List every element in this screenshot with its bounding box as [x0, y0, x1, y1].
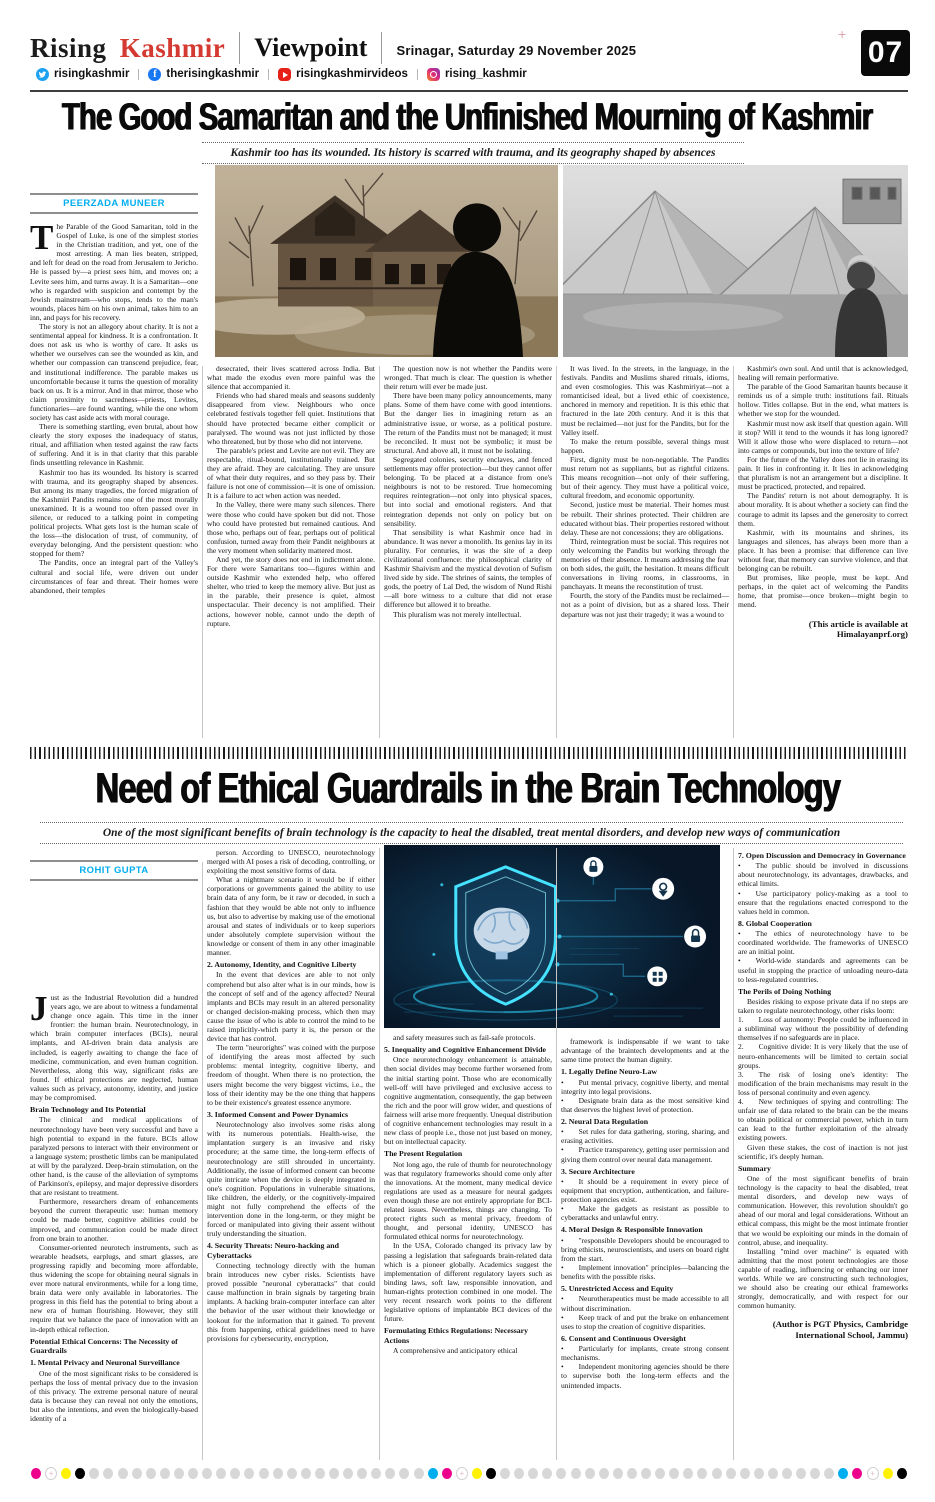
article-paragraph: Just as the Industrial Revolution did a hundred years ago, we are about to witness a fundamental change once again. This time in the inner frontier: the human brain. Neurotechnology, in which brain computer interfaces (BCIs), neural implants, and AI-driven brain data analysis are included, is eagerly awaiting to change the face of medicine, communication, and even human cognition. Nevertheless, along this way, significant risks are found. If ethical protections are neglected, human values such as privacy, autonomy, identity, and justice may be compromised. [30, 993, 198, 1103]
article-paragraph: Third, reintegration must be social. This requires not only welcoming the Pandits but working through the memories of their absence. It means addressing the fear on both sides, the guilt, the hesitation. It means difficult conversations in living rooms, in classrooms, in panchayats. It means the reconstitution of trust. [561, 536, 729, 592]
bullet-item: • Use participatory policy-making as a tool to ensure that the regulations enacted correspond to the values held in common. [738, 888, 908, 916]
article-paragraph: Segregated colonies, security enclaves, and fenced settlements may offer protection—but they cannot offer belonging. To be placed at a distance from one's neighbours is not to be restored. True homecoming requires reintegration—not only into physical spaces, but into social and emotional registers. And that reintegration depends not only on policy but on sensibility. [384, 454, 552, 528]
social-links-row [36, 68, 527, 81]
print-dot [585, 1468, 595, 1479]
article-paragraph: A comprehensive and anticipatory ethical [393, 1345, 518, 1355]
print-dot [556, 1468, 566, 1479]
print-dot [315, 1468, 325, 1479]
article-paragraph: Besides risking to expose private data if no steps are taken to regulate neurotechnology, other risks loom: [738, 997, 908, 1016]
column-rule [733, 848, 734, 1460]
article-paragraph: Second, justice must be material. Their homes must be rebuilt. Their shrines protected. Their children are educated without bias. Their properties restored without delay. These are not concessions; they are obligations. [561, 500, 729, 537]
article1-column-3 [384, 364, 552, 744]
print-dot [442, 1468, 452, 1479]
refugee-tents-photo [563, 165, 908, 357]
article1-headline: The Good Samaritan and the Unfinished Mourning of Kashmir [62, 95, 873, 139]
section-heading: Formulating Ethics Regulations: Necessary Actions [384, 1326, 529, 1345]
column-rule [556, 366, 557, 738]
print-dot [146, 1468, 156, 1479]
article-paragraph: and safety measures such as fail-safe protocols. [393, 1033, 536, 1042]
article1-column-5 [738, 364, 908, 744]
print-dot [343, 1468, 353, 1479]
print-dot [230, 1468, 240, 1479]
bullet-item: 3. The risk of losing one's identity: The modification of the brain mechanisms may result in the loss of personal continuity and even agency. [738, 1069, 908, 1097]
article1-column-1 [30, 222, 198, 742]
print-dot [824, 1468, 834, 1479]
article-paragraph: Installing "mind over machine" is equated with admitting that the most potent technologies are those capable of reading, influencing or enhancing our inner worlds. While we are constructing such technologies, we should also be creating our ethical frameworks strongly, democratically, and with respect for our common humanity. [738, 1246, 908, 1311]
article-paragraph: person. According to UNESCO, neurotechnology merged with AI poses a risk of decoding, controlling, or exploiting the most sensitive forms of data. [207, 848, 375, 876]
print-dot [782, 1468, 792, 1479]
article-paragraph: The Pandits' return is not about demography. It is about morality. It is about whether a society can find the courage to admit its lapses and the generosity to correct them. [738, 491, 908, 528]
print-dot [571, 1468, 581, 1479]
abandoned-house-photo [215, 165, 558, 357]
print-dot [683, 1468, 693, 1479]
section-heading: 6. Consent and Continuous Oversight [561, 1333, 686, 1343]
article-paragraph: Not long ago, the rule of thumb for neurotechnology was that regulatory frameworks should come only after the innovations. At the moment, many medical device regulations are used as a measure for neural gadgets even though these are not entirely appropriate for BCI-related issues. Nevertheless, things are changing. To protect rights such as mental privacy, freedom of thought, and personal identity, UNESCO has formulated ethical norms for neurotechnology. [384, 1159, 552, 1242]
social-handle: rising_kashmir [444, 68, 527, 80]
section-heading: The Perils of Doing Nothing [738, 986, 832, 996]
social-handle: therisingkashmir [166, 68, 260, 80]
article1-standfirst: Kashmir too has its wounded. Its history is scarred with trauma, and its geography shaped by absences [202, 142, 744, 164]
bullet-item: 1. Loss of autonomy: People could be influenced in a subliminal way without the possibility of defending themselves if no safeguards are in place. [738, 1015, 908, 1043]
print-dot [883, 1468, 893, 1479]
bullet-item: • Independent monitoring agencies should be there to supervise both the long-term effects and the unintended impacts. [561, 1362, 729, 1390]
facebook-icon: f [148, 68, 161, 81]
print-dot [897, 1468, 907, 1479]
section-heading: The Present Regulation [384, 1149, 463, 1159]
article-paragraph: That sensibility is what Kashmir once had in abundance. It was never a monolith. Its genius lay in its plurality. For centuries, it was the site of a deep civilizational confluence: the philosophical clarity of Kashmir Shaivism and the mystical devotion of Sufism lived side by side. The shrines of saints, the temples of gods, the poetry of Lal Ded, the wisdom of Nund Rishi—all bore witness to a culture that did not erase difference but allowed it to breathe. [384, 527, 552, 610]
section-heading: 2. Autonomy, Identity, and Cognitive Liberty [207, 960, 357, 970]
article2-author: ROHIT GUPTA [30, 860, 198, 881]
bullet-item: • Keep track of and put the brake on enhancement uses to stop the creation of cognitive disparities. [561, 1312, 729, 1331]
print-dot [287, 1468, 297, 1479]
print-dot [45, 1467, 57, 1480]
print-dot [216, 1468, 226, 1479]
print-dot [357, 1468, 367, 1479]
print-dot [514, 1468, 524, 1479]
bullet-item: • Particularly for implants, create strong consent mechanisms. [561, 1344, 729, 1363]
article-paragraph: The Parable of the Good Samaritan, told in the Gospel of Luke, is one of the simplest stories in the Christian tradition, and yet, one of the most arresting. A man lies beaten, stripped, and left for dead on the road from Jerusalem to Jericho. He is passed by—a priest sees him, and moves on; a Levite sees him, and turns away. It is a Samaritan—one who is regarded with suspicion and contempt by the Jewish mainstream—who stops, tends to the man's wounds, places him on his own animal, takes him to an inn, and pays for his recovery. [30, 222, 198, 322]
article-paragraph: Furthermore, researchers dream of enhancements beyond the current therapeutic use: human memory could be made better, cognitive abilities could be improved, and communication could be made direct from one brain to another. [30, 1197, 198, 1243]
bullet-item: 2. Cognitive divide: It is very likely that the use of neuro-enhancements will be limited to certain social groups. [738, 1042, 908, 1070]
article-paragraph: There have been many policy announcements, many plans. Some of them have come with good intentions. But the danger lies in imagining return as an administrative issue, or worse, as a political posture. The return of the Pandits must not be managed; it must be reconciled. It must not be symbolic; it must be structural. And above all, it must not be isolating. [384, 391, 552, 455]
section-heading: Summary [738, 1163, 771, 1173]
print-dot [385, 1468, 395, 1479]
column-rule [379, 848, 380, 1460]
article2-column-5 [738, 848, 908, 1466]
print-registration-strip [30, 1466, 908, 1480]
social-separator [138, 69, 139, 80]
article-paragraph: desecrated, their lives scattered across India. But what made the exodus even more painful was the silence that accompanied it. [207, 364, 375, 392]
registration-cross-mark: + [838, 26, 847, 42]
article-paragraph: The term "neurorights" was coined with the purpose of identifying the areas most affected by such problems: mental integrity, cognitive liberty, and freedom of thought. When there is no protection, the users might become the very biggest victims, i.e., the loss of their identity may be the one thing that happens to be their existence's greatest essence anymore. [207, 1043, 375, 1107]
article-paragraph: And yet, the story does not end in indictment alone. For there were Samaritans too—figures within and outside Kashmir who extended help, who offered shelter, who tried to keep the memory alive. But just as in the parable, their presence is quiet, almost unspectacular. Their decency is not amplified. Their actions, however noble, cannot undo the depth of rupture. [207, 554, 375, 628]
article-paragraph: Connecting technology directly with the human brain introduces new cyber risks. Scientists have proved possible "neuronal cyberattacks" that could cause malfunction in brain signals by targeting brain implants. A hacking brain-computer interface can alter the behavior of the user without their knowledge or lookout for the information that it gained. To prevent this from happening, ethical guidelines need to have provisions for cybersecurity, encryption, [207, 1260, 375, 1343]
bullet-item: • Put mental privacy, cognitive liberty, and mental integrity into legal provisions. [561, 1077, 729, 1096]
print-dot [188, 1468, 198, 1479]
article-paragraph: Consumer-oriented neurotech instruments, such as wearable headsets, earplugs, and smart glasses, are progressing rapidly and becoming more affordable, thus widening the scope for obtaining neural signals in ever more natural environments, while for a long time, brain data were only available in laboratories. The progress in this field has the potential to bring about a new era of human flourishing. However, they still require that we balance the pace of innovation with an in-depth ethical reflection. [30, 1242, 198, 1334]
print-dot [852, 1468, 862, 1479]
article-paragraph: Given these stakes, the cost of inaction is not just scientific, it's deeply human. [738, 1142, 908, 1161]
article-paragraph: Friends who had shared meals and seasons suddenly disappeared from view. Neighbours who once celebrated festivals together fell quiet. Institutions that should have protected became either complicit or paralysed. The wound was not just inflicted by those who threatened, but by those who did not intervene. [207, 391, 375, 446]
print-dot [796, 1468, 806, 1479]
print-dot [174, 1468, 184, 1479]
print-dot [838, 1468, 848, 1479]
dateline: Srinagar, Saturday 29 November 2025 [396, 43, 637, 58]
print-dot [273, 1468, 283, 1479]
article1-author: PEERZADA MUNEER [30, 193, 198, 214]
article-paragraph: This pluralism was not merely intellectual. [393, 609, 522, 619]
section-heading: 4. Security Threats: Neuro-hacking and Cyberattacks [207, 1241, 339, 1260]
article-paragraph: framework is indispensable if we want to take advantage of the braintech developments and at the same time protect the human dignity. [561, 1037, 729, 1065]
article-paragraph: To make the return possible, several things must happen. [561, 436, 729, 455]
print-dot [472, 1468, 482, 1479]
bullet-item: • Practice transparency, getting user permission and giving them control over neural data management. [561, 1145, 729, 1164]
print-dot [132, 1468, 142, 1479]
article-paragraph: Kashmir's own soul. And until that is acknowledged, healing will remain performative. [738, 364, 908, 383]
article-paragraph: The parable of the Good Samaritan haunts because it reminds us of a simple truth: institutions fail. Rituals hollow. Titles collapse. But in the end, what matters is whether we stop for the wounded. [738, 382, 908, 419]
article-paragraph: It was lived. In the streets, in the language, in the festivals. Pandits and Muslims shared rituals, idioms, and even cosmologies. This was Kashmiriyat—not a romanticised ideal, but a lived ethic of coexistence, anchored in memory and repetition. It is this ethic that fractured in the late 20th century. And it is this that must be reclaimed—not just for the Pandits, but for the Valley itself. [561, 364, 729, 437]
bullet-item: • The public should be involved in discussions about neurotechnology, its advantages, drawbacks, and ethical limits. [738, 861, 908, 889]
article-paragraph: The parable's priest and Levite are not evil. They are respectable, ritual-bound, institutionally trained. But they are afraid. They are calculating. They are unsure of what their duty requires, and so they pass by. Their failure is not one of commission—it is one of omission. It is a failure to act when action was needed. [207, 445, 375, 501]
print-dot [613, 1468, 623, 1479]
print-dot [542, 1468, 552, 1479]
print-dot [301, 1468, 311, 1479]
article-paragraph: First, dignity must be non-negotiable. The Pandits must return not as suppliants, but as rightful citizens. This means recognition—not only of their suffering, but of their agency. They must have a political voice, cultural freedom, and economic opportunity. [561, 454, 729, 501]
drop-cap: J [30, 993, 48, 1028]
social-separator [268, 69, 269, 80]
section-heading: Potential Ethical Concerns: The Necessity of Guardrails [30, 1336, 178, 1355]
article-credit: (Author is PGT Physics, Cambridge International School, Jammu) [772, 1319, 908, 1340]
article-credit: (This article is available at Himalayanprf.org) [808, 618, 908, 640]
article-paragraph: The story is not an allegory about charity. It is not a sentimental appeal for kindness. It is a confrontation. It does not ask us who is worthy of care. It asks us whether we ourselves can see the wounded as kin, and whether our compassion can transcend prejudice, fear, and institutional indifference. The parable makes us uncomfortable because it turns the question of morality back on us. It is a mirror. And in that mirror, those who claim proximity to sacredness—priests, Levites, functionaries—are found wanting, while the one whom society has cast aside acts with moral courage. [30, 322, 198, 422]
article-paragraph: Kashmir too has its wounded. Its history is scarred with trauma, and its geography shaped by absences. But among its many tragedies, the forced migration of the Kashmiri Pandits remains one of the most morally unexamined. It is a wound too often passed over in silence, or reduced to a talking point in competing political projects. What gets lost is the human scale of the loss—the dislocation of trust, of community, of everyday belonging. And the persistent question: who stopped for them? [30, 467, 198, 559]
print-dot [669, 1468, 679, 1479]
section-heading: 8. Global Cooperation [738, 918, 812, 928]
article-paragraph: In the Valley, there were many such silences. There were those who could have spoken but did not. Those who could have protested but remained cautious. And those who, perhaps out of fear, perhaps out of political confusion, turned away from their Pandit neighbours at the very moment when solidarity mattered most. [207, 500, 375, 555]
print-dot [726, 1468, 736, 1479]
bullet-item: • Implement innovation" principles—balancing the benefits with the possible risks. [561, 1262, 729, 1282]
print-dot [160, 1468, 170, 1479]
masthead-logo [30, 33, 225, 63]
article2-column-4 [561, 1037, 729, 1463]
bullet-item: • It should be a requirement in every piece of equipment that encryption, authentication, and failure-protection agencies exist. [561, 1176, 729, 1205]
header-divider [239, 32, 240, 64]
print-dot [456, 1467, 468, 1480]
print-dot [428, 1468, 438, 1479]
article1-column-2 [207, 364, 375, 744]
twitter-icon [36, 68, 49, 81]
print-dot [712, 1468, 722, 1479]
bullet-item: • Neurotherapeutics must be made accessible to all without discrimination. [561, 1294, 729, 1313]
column-rule [202, 862, 203, 1460]
social-handle: risingkashmir [54, 68, 130, 80]
print-dot [627, 1468, 637, 1479]
column-rule [379, 366, 380, 738]
print-dot [810, 1468, 820, 1479]
article-paragraph: But promises, like people, must be kept. And perhaps, in the quiet act of welcoming the Pandits home, that promise—once broken—might begin to mend. [738, 573, 908, 610]
article2-headline: Need of Ethical Guardrails in the Brain Technology [95, 765, 840, 813]
section-heading: 5. Unrestricted Access and Equity [561, 1284, 674, 1294]
print-dot [61, 1468, 71, 1479]
article-paragraph: In the event that devices are able to not only comprehend but also alter what is in our minds, how is the concept of self and of the agency affected? Neural implants and BCIs may result in an altered personality or changed decision-making process, which then may cause the issue of who is able to control the mind to be raised implicitly-which party it is, the person or the device that has control. [207, 970, 375, 1044]
article-paragraph: One of the most significant risks to be considered is perhaps the loss of mental privacy due to the invasion of this privacy. The extreme personal nature of neural data is because they can reveal not only the emotions, but also the intentions, and even the biologically-based identity of a [30, 1368, 198, 1424]
column-rule [556, 848, 557, 1460]
print-dot [754, 1468, 764, 1479]
print-dot [641, 1468, 651, 1479]
social-handle: risingkashmirvideos [296, 68, 408, 80]
print-dot [528, 1468, 538, 1479]
section-heading: 1. Mental Privacy and Neuronal Surveillance [30, 1358, 180, 1368]
section-heading: 7. Open Discussion and Democracy in Governance [738, 851, 906, 860]
print-dot [486, 1468, 496, 1479]
social-facebook [148, 68, 259, 81]
social-youtube [278, 68, 408, 81]
print-dot [118, 1468, 128, 1479]
bullet-item: • Designate brain data as the most sensitive kind that deserves the highest level of protection. [561, 1095, 729, 1114]
article-paragraph: For the future of the Valley does not lie in erasing its pain. It lies in confronting it. It lies in acknowledging that pluralism is not an arrangement but a discipline. It must be practiced, protected, and repaired. [738, 454, 908, 492]
article2-column-1 [30, 993, 198, 1463]
page-number: 07 [861, 30, 910, 76]
instagram-icon [427, 68, 440, 81]
article2-standfirst: One of the most significant benefits of brain technology is the capacity to heal the disabled, treat mental disorders, and develop new ways of communication [40, 822, 903, 844]
print-dot [244, 1468, 254, 1479]
article-paragraph: Kashmir must now ask itself that question again. Will it stop? Will it tend to the wounds it has long ignored? Will it allow those who were displaced to return—not into camps or compounds, but into the texture of life? [738, 418, 908, 455]
section-heading: 4. Moral Design & Responsible Innovation [561, 1225, 703, 1235]
bullet-item: • "responsible Developers should be encouraged to bring ethicists, neuroscientists, and users on board right from the start. [561, 1235, 729, 1263]
print-dot [399, 1468, 409, 1479]
bullet-item: • Make the gadgets as resistant as possible to cyberattacks and unlawful entry. [561, 1204, 729, 1223]
article2-column-3 [384, 1033, 552, 1463]
article-paragraph: The clinical and medical applications of neurotechnology have been very successful and have a high potential to expand in the future. BCIs allow paralyzed persons to interact with their environment or a language system; prosthetic limbs can be manipulated at will by the paralyzed. Deep-brain stimulation, on the other hand, is the cause of the alleviation of symptoms of Parkinson's, epilepsy, and major depressive disorders that are resistant to treatment. [30, 1115, 198, 1198]
brain-security-illustration [384, 845, 720, 1028]
article1-column-4 [561, 364, 729, 744]
print-dot [103, 1468, 113, 1479]
section-heading: 5. Inequality and Cognitive Enhancement Divide [384, 1045, 547, 1055]
section-heading: 2. Neural Data Regulation [561, 1116, 649, 1126]
page-header [30, 30, 636, 66]
print-dot [371, 1468, 381, 1479]
social-twitter [36, 68, 129, 81]
print-dot [599, 1468, 609, 1479]
print-dot [768, 1468, 778, 1479]
print-dot [259, 1468, 269, 1479]
article2-column-2 [207, 848, 375, 1463]
article-paragraph: The question now is not whether the Pandits were wronged. That much is clear. The question is whether their return will ever be made just. [384, 364, 552, 392]
print-dot [329, 1468, 339, 1479]
header-divider [381, 32, 382, 64]
article-paragraph: The Pandits, once an integral part of the Valley's cultural and social life, were driven out under circumstances of fear and threat. Their homes were abandoned, their temples [30, 558, 198, 595]
header-rule [30, 90, 908, 92]
column-rule [202, 366, 203, 738]
bullet-item: • The ethics of neurotechnology have to be coordinated worldwide. The frameworks of UNESCO are an initial point. [738, 929, 908, 957]
masthead-rising: Rising [30, 33, 107, 63]
youtube-icon [278, 68, 291, 81]
section-heading: 1. Legally Define Neuro-Law [561, 1067, 658, 1077]
article-paragraph: Kashmir, with its mountains and shrines, its languages and silences, has always been more than a place. It has been a promise: that difference can live without fear, that memory can survive violence, and that belonging can be rebuilt. [738, 527, 908, 574]
article-paragraph: Fourth, the story of the Pandits must be reclaimed—not as a point of division, but as a shared loss. Their departure was not just their tragedy; it was a wound to [561, 591, 729, 619]
article-paragraph: One of the most significant benefits of brain technology is the capacity to heal the disabled, treat mental disorders, and develop new ways of communication. However, this revolution shouldn't go ahead of our moral and legal considerations. Without an ethical compass, this might be the most intimate frontier that we would be exploiting our minds in the domain of control, abuse, and inequality. [738, 1174, 908, 1247]
section-heading: 3. Secure Architecture [561, 1166, 635, 1176]
print-dot [740, 1468, 750, 1479]
print-dot [202, 1468, 212, 1479]
print-dot [89, 1468, 99, 1479]
section-title: Viewpoint [254, 33, 368, 62]
print-dot [75, 1468, 85, 1479]
print-dot [500, 1468, 510, 1479]
bullet-item: • World-wide standards and agreements can be useful in stopping the practice of unloading neuro-data to less-regulated countries. [738, 956, 908, 984]
article-divider-band [30, 747, 908, 759]
social-separator [417, 69, 418, 80]
drop-cap: T [30, 222, 54, 257]
print-dot [697, 1468, 707, 1479]
social-instagram [427, 68, 527, 81]
bullet-item: 4. New techniques of spying and controlling: The unfair use of data related to the brain can be the means to obtain political or commercial power, which in turn can lead to the further exploitation of the already existing powers. [738, 1097, 908, 1143]
print-dot [867, 1467, 879, 1480]
article-paragraph: Neurotechnology also involves some risks along with its numerous potentials. Health-wise, the implantation surgery is an invasive and risky procedure; at the same time, the long-term effects of neurotechnology are still shrouded in uncertainty. Additionally, the issue of informed consent can become quite intricate when the device is deeply integrated in one's cognition. Populations in vulnerable situations, like children, the elderly, or the cognitively-impaired might not fully comprehend the effects of the intervention done in the long-term, or they might be forced or manipulated into giving their assent without truly understanding the situation. [207, 1120, 375, 1239]
section-heading: Brain Technology and Its Potential [30, 1105, 146, 1115]
column-rule [733, 366, 734, 738]
print-dot [31, 1468, 41, 1479]
masthead-kashmir: Kashmir [119, 33, 226, 63]
print-dot [414, 1468, 424, 1479]
bullet-item: • Set rules for data gathering, storing, sharing, and erasing activities. [561, 1127, 729, 1146]
print-dot [655, 1468, 665, 1479]
article-paragraph: Once neurotechnology enhancement is attainable, then social divides may become further worsened from the initial starting point. Those who are economically well-off will have privileged and exclusive access to cognitive augmentation, consequently, the gap between the rich and the poor will grow wider, and questions of fairness will arise more frequently. Unequal distribution of cognitive enhancement technologies may result in a new class of people i.e., those not just based on money, but on intellectual capacity. [384, 1055, 552, 1147]
article-paragraph: What a nightmare scenario it would be if either corporations or governments gained the ability to use brain data of any form, be it raw or decoded, in such a fashion that they would be able not only to influence us, but also to advertise by making use of the emotional arousal and states of individuals or to keep superiors under absolutely complete supervision without the knowledge or consent of them in any other imaginable manner. [207, 875, 375, 958]
section-heading: 3. Informed Consent and Power Dynamics [207, 1109, 349, 1119]
article-paragraph: In the USA, Colorado changed its privacy law by passing a legislation that safeguards brain-related data which is a pioneer globally. Academics suggest the implementation of different regulatory layers such as binding laws, soft law, responsible innovation, and human-rights protection combined in one model. The very recent research work points to the different legislative options of implantable BCI devices of the future. [384, 1241, 552, 1324]
article-paragraph: There is something startling, even brutal, about how clearly the story exposes the inadequacy of status, ritual, and affiliation when tested against the raw facts of suffering. And it is in that clarity that this parable finds unsettling relevance in Kashmir. [30, 422, 198, 468]
